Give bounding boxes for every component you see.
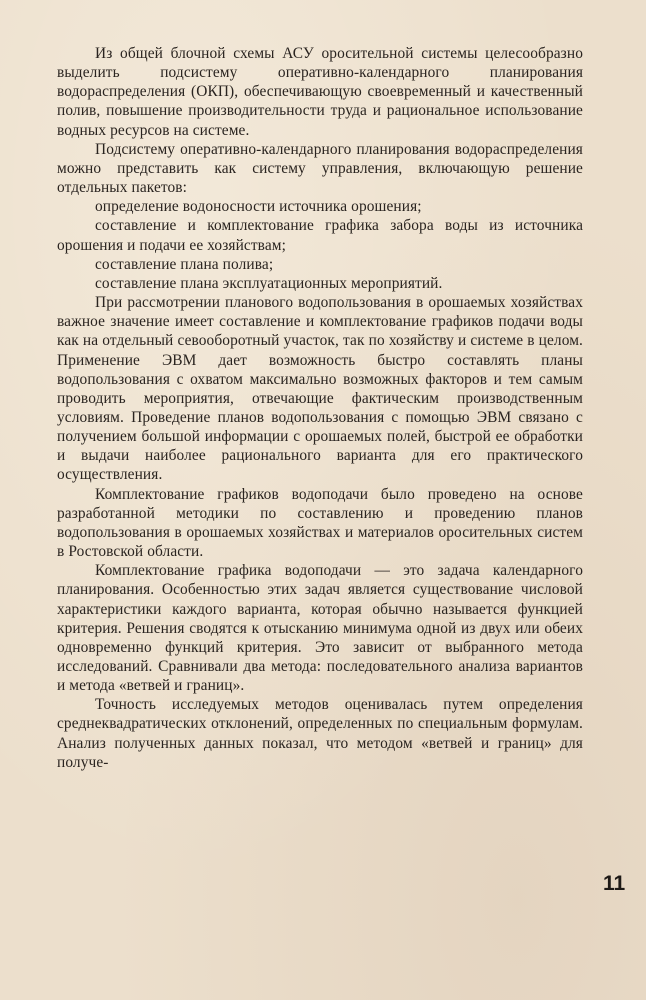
paragraph-3: При рассмотрении планового водопользования в орошаемых хозяйствах важное значение имеет составление и комплектование графиков подачи воды как на отдельный севооборотный участок, так по хозяйству и системе в целом. Применение ЭВМ дает возможность быстро составлять планы водопользования с охватом максимально возможных факторов и тем самым проводить мероприятия, отвечающие фактическим производственным условиям. Проведение планов водопользования с помощью ЭВМ связано с получением большой информации с орошаемых полей, быстрой ее обработки и выдачи наиболее рационального варианта для его практического осуществления. [57,294,583,484]
paragraph-2: Подсистему оперативно-календарного планирования водораспределения можно представить как систему управления, включающую решение отдельных пакетов: [57,140,583,197]
list-item-1: определение водоносности источника орошения; [95,198,422,216]
paragraph-5: Комплектование графика водоподачи — это задача календарного планирования. Особенностью этих задач является существование числовой характеристики каждого варианта, которая обычно называется функцией критерия. Решения сводятся к отысканию минимума одной из двух или обеих одновременно функций критерия. Это зависит от выбранного метода исследований. Сравнивали два метода: последовательного анализа вариантов и метода «ветвей и границ». [57,562,583,695]
list-item-3: составление плана полива; [95,255,274,273]
paragraph-1: Из общей блочной схемы АСУ оросительной системы целесообразно выделить подсистему оперативно-календарного планирования водораспределения (ОКП), обеспечивающую своевременный и качественный полив, повышение производительности труда и рациональное использование водных ресурсов на системе. [57,45,583,139]
paragraph-6: Точность исследуемых методов оценивалась путем определения среднеквадратических отклонений, определенных по специальным формулам. Анализ полученных данных показал, что методом «ветвей и границ» для получе- [57,696,583,771]
body-text [57,44,583,772]
page-number: 11 [603,872,626,895]
paragraph-4: Комплектование графиков водоподачи было проведено на основе разработанной методики по составлению и проведению планов водопользования в орошаемых хозяйствах и материалов оросительных систем в Ростовской области. [57,485,583,561]
list-item-4: составление плана эксплуатационных мероприятий. [95,274,443,292]
list-item-2: составление и комплектование графика забора воды из источника орошения и подачи ее хозяйствам; [57,217,583,254]
